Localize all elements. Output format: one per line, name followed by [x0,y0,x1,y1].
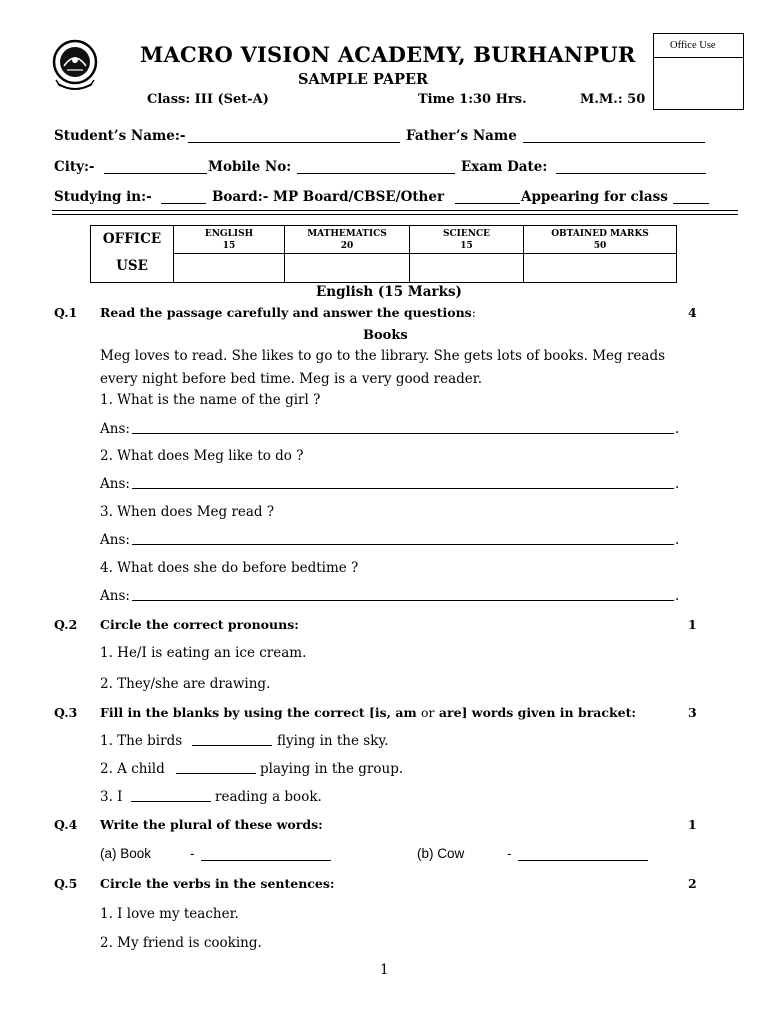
father-name-label: Father’s Name [406,128,517,144]
q1-instruction: Read the passage carefully and answer the questions: [100,305,476,320]
q1-question-4: 4. What does she do before bedtime ? [100,560,359,576]
q5-item-2[interactable]: 2. My friend is cooking. [100,935,262,951]
q3-blank-1[interactable] [192,745,272,746]
q3-item-3-pre: 3. I [100,789,123,805]
student-name-field[interactable] [188,142,400,143]
city-label: City:- [54,159,95,175]
column-header-english: ENGLISH 15 [174,226,285,254]
q1-question-2: 2. What does Meg like to do ? [100,448,304,464]
obtained-marks-cell[interactable] [524,254,677,283]
office-use-box [653,33,744,110]
q4-item-b: (b) Cow [417,846,465,861]
q1-answer-label: Ans: [100,588,130,604]
marks-table [90,225,677,283]
q5-instruction: Circle the verbs in the sentences: [100,876,335,891]
q3-item-3-post: reading a book. [215,789,322,805]
q1-answer-field-4[interactable] [132,600,674,601]
q1-answer-label: Ans: [100,532,130,548]
mobile-label: Mobile No: [208,159,292,175]
student-name-label: Student’s Name:- [54,128,186,144]
q4-number: Q.4 [54,817,78,832]
q1-marks: 4 [688,305,697,320]
q3-blank-3[interactable] [131,801,211,802]
q1-number: Q.1 [54,305,78,320]
passage-line-2: every night before bed time. Meg is a very good reader. [100,371,483,387]
city-field[interactable] [104,173,207,174]
english-marks-cell[interactable] [174,254,285,283]
q2-instruction: Circle the correct pronouns: [100,617,299,632]
board-label: Board:- MP Board/CBSE/Other [212,189,445,205]
q3-item-2-post: playing in the group. [260,761,404,777]
q2-item-1[interactable]: 1. He/I is eating an ice cream. [100,645,307,661]
q5-item-1[interactable]: 1. I love my teacher. [100,906,239,922]
q4-answer-a-field[interactable] [201,860,331,861]
q3-item-2-pre: 2. A child [100,761,165,777]
science-marks-cell[interactable] [410,254,524,283]
q1-answer-field-3[interactable] [132,544,674,545]
page-number: 1 [380,962,389,978]
q4-marks: 1 [688,817,697,832]
q4-answer-b-field[interactable] [518,860,648,861]
header-divider [52,210,738,211]
q1-answer-field-2[interactable] [132,488,674,489]
q3-number: Q.3 [54,705,78,720]
q2-number: Q.2 [54,617,78,632]
exam-date-label: Exam Date: [461,159,548,175]
header-divider-second [52,214,738,215]
q3-item-1-pre: 1. The birds [100,733,183,749]
office-use-cell [91,226,174,283]
q5-number: Q.5 [54,876,78,891]
q3-instruction: Fill in the blanks by using the correct [is, am or are] words given in bracket: [100,705,636,720]
time-label: Time 1:30 Hrs. [418,92,527,107]
paper-title: SAMPLE PAPER [298,71,429,88]
mathematics-marks-cell[interactable] [285,254,410,283]
q1-question-3: 3. When does Meg read ? [100,504,275,520]
school-name: MACRO VISION ACADEMY, BURHANPUR [140,42,636,67]
studying-in-label: Studying in:- [54,189,152,205]
column-header-obtained-marks: OBTAINED MARKS 50 [524,226,677,254]
class-label: Class: III (Set-A) [147,92,269,107]
q2-marks: 1 [688,617,697,632]
q4-item-a: (a) Book [100,846,152,861]
studying-in-field[interactable] [161,203,206,204]
q5-marks: 2 [688,876,697,891]
q4-instruction: Write the plural of these words: [100,817,323,832]
appearing-class-field[interactable] [673,203,709,204]
q1-answer-field-1[interactable] [132,433,674,434]
q2-item-2[interactable]: 2. They/she are drawing. [100,676,271,692]
passage-title: Books [363,328,408,343]
column-header-science: SCIENCE 15 [410,226,524,254]
board-other-field[interactable] [455,203,520,204]
office-label-1: OFFICE [102,231,162,247]
q3-blank-2[interactable] [176,773,256,774]
father-name-field[interactable] [523,142,705,143]
appearing-label: Appearing for class [521,189,668,205]
q1-answer-label: Ans: [100,476,130,492]
school-logo-emblem [50,36,100,94]
section-title: English (15 Marks) [316,284,462,300]
passage-line-1: Meg loves to read. She likes to go to the library. She gets lots of books. Meg reads [100,348,666,364]
exam-date-field[interactable] [556,173,706,174]
office-label-2: USE [116,258,148,274]
mobile-field[interactable] [297,173,455,174]
office-use-label: Office Use [670,40,716,51]
column-header-mathematics: MATHEMATICS 20 [285,226,410,254]
max-marks-label: M.M.: 50 [580,92,646,107]
q3-marks: 3 [688,705,697,720]
q1-answer-label: Ans: [100,421,130,437]
q1-question-1: 1. What is the name of the girl ? [100,392,321,408]
q3-item-1-post: flying in the sky. [277,733,389,749]
